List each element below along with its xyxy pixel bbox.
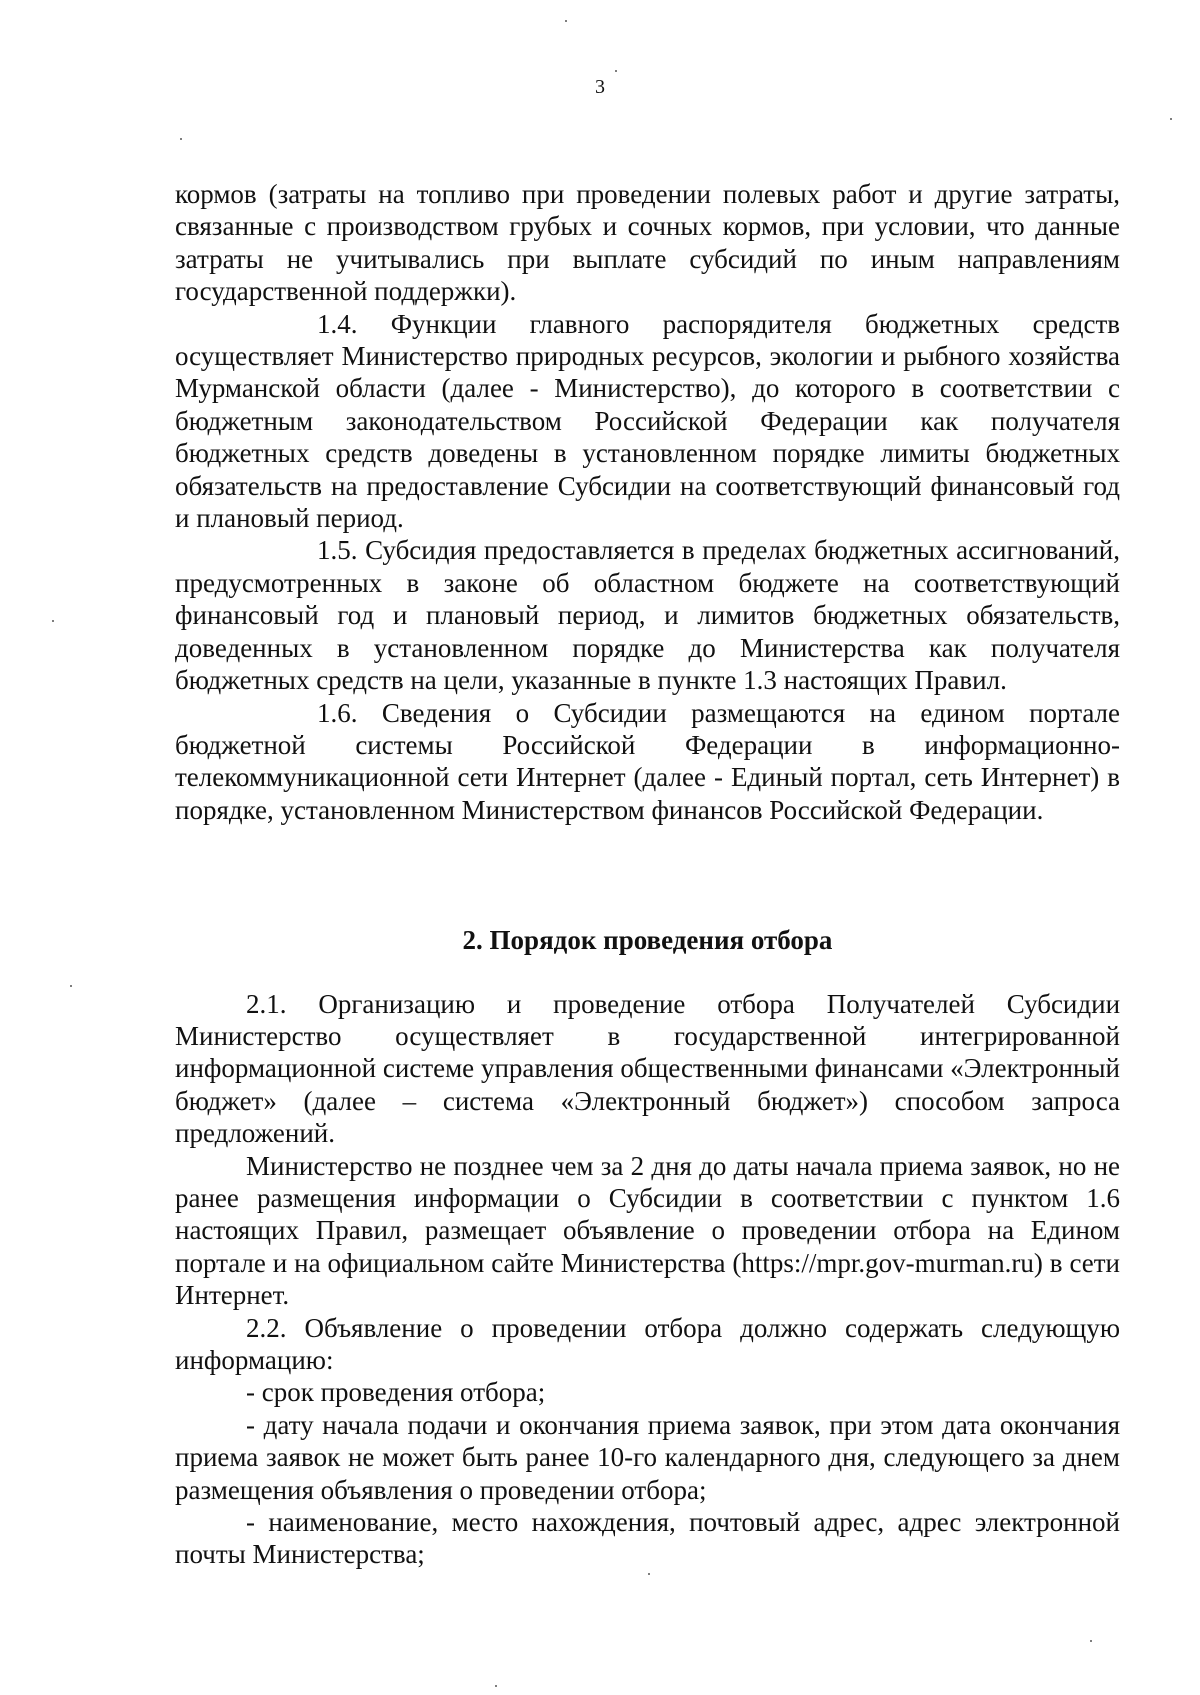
scan-speck (565, 20, 567, 22)
scan-speck (495, 1685, 497, 1687)
clause-number: 2.1. (246, 988, 287, 1019)
clause-text: Функции главного распорядителя бюджетных средств осуществляет Министерство природных ресурсов, экологии и рыбного хозяйства Мурманской области (далее - Министерство), до которого в соответствии с бюджетным законодательством Российской Федерации как получателя бюджетных средств доведены в установленном порядке лимиты бюджетных обязательств на предоставление Субсидии на соответствующий финансовый год и плановый период. (175, 308, 1121, 534)
paragraph-continuation: кормов (затраты на топливо при проведении полевых работ и другие затраты, связанные с производством грубых и сочных кормов, при условии, что данные затраты не учитывались при выплате субсидий по иным направлениям государственной поддержки). (175, 179, 1120, 307)
list-item: - дату начала подачи и окончания приема заявок, при этом дата окончания приема заявок не может быть ранее 10-го календарного дня, следующего за днем размещения объявления о проведении отбора; (175, 1409, 1120, 1505)
clause-number: 1.4. (317, 308, 358, 339)
scan-speck (1170, 118, 1172, 120)
clause-number: 1.6. (317, 697, 358, 728)
paragraph-announcement: Министерство не позднее чем за 2 дня до даты начала приема заявок, но не ранее размещения информации о Субсидии в соответствии с пунктом 1.6 настоящих Правил, размещает объявление о проведении отбора на Едином портале и на официальном сайте Министерства (https://mpr.gov-murman.ru) в сети Интернет. (175, 1150, 1120, 1311)
clause-1-5 (175, 534, 1120, 696)
clause-2-2: 2.2. Объявление о проведении отбора должно содержать следующую информацию: (175, 1312, 1120, 1375)
scan-speck (648, 1573, 650, 1575)
scan-speck (615, 70, 617, 72)
scan-speck (70, 985, 72, 987)
scan-speck (180, 138, 182, 140)
document-body (175, 178, 1120, 1571)
clause-text: Субсидия предоставляется в пределах бюджетных ассигнований, предусмотренных в законе об областном бюджете на соответствующий финансовый год и плановый период, и лимитов бюджетных обязательств, доведенных в установленном порядке до Министерства как получателя бюджетных средств на цели, указанные в пункте 1.3 настоящих Правил. (175, 535, 1121, 696)
page-number: 3 (595, 76, 605, 98)
section-title: 2. Порядок проведения отбора (462, 925, 833, 956)
scan-speck (52, 620, 54, 622)
scan-speck (1090, 1640, 1092, 1642)
clause-text: Сведения о Субсидии размещаются на едином портале бюджетной системы Российской Федерации в информационно-телекоммуникационной сети Интернет (далее - Единый портал, сеть Интернет) в порядке, установленном Министерством финансов Российской Федерации. (175, 697, 1120, 825)
clause-1-4 (175, 308, 1120, 535)
clause-text: Организацию и проведение отбора Получателей Субсидии Министерство осуществляет в государственной интегрированной информационной системе управления общественными финансами «Электронный бюджет» (далее – система «Электронный бюджет») способом запроса предложений. (175, 988, 1121, 1149)
clause-1-6 (175, 697, 1120, 827)
list-item: - срок проведения отбора; (246, 1377, 546, 1408)
clause-2-1 (175, 988, 1120, 1150)
list-item: - наименование, место нахождения, почтовый адрес, адрес электронной почты Министерства; (175, 1507, 1120, 1570)
clause-number: 1.5. (317, 535, 358, 566)
